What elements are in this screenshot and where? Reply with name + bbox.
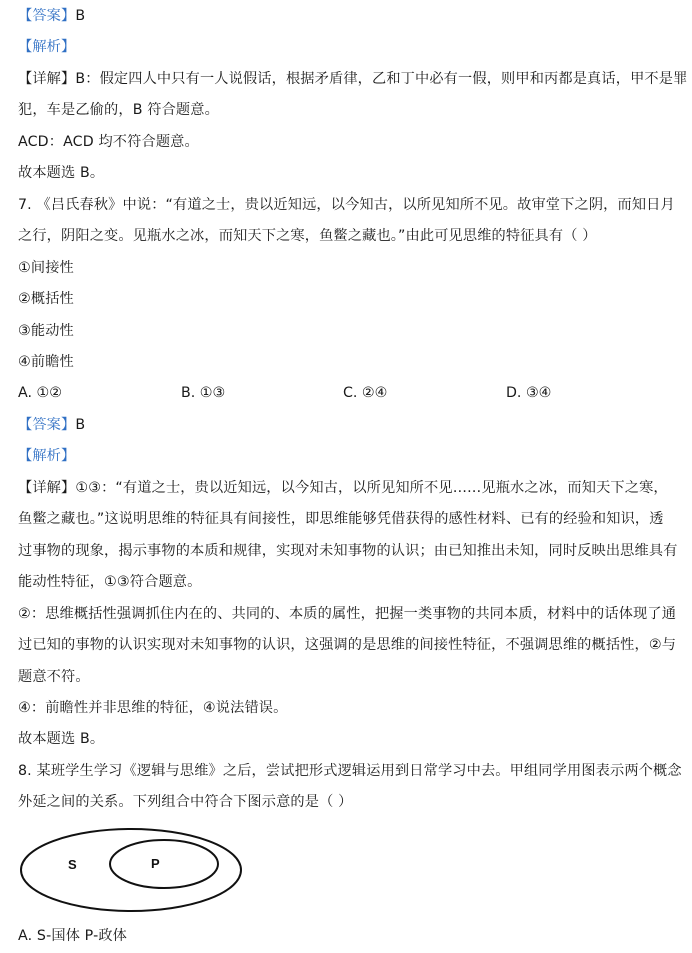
- q7-item-3: ③能动性: [18, 323, 74, 339]
- q7-detail-line4: 能动性特征，①③符合题意。: [18, 574, 202, 590]
- detail-text: B：假定四人中只有一人说假话，根据矛盾律，乙和丁中必有一假，则甲和丙都是真话，甲不是罪: [75, 71, 688, 87]
- q6-acd: ACD：ACD 均不符合题意。: [18, 134, 199, 150]
- q6-conclusion: 故本题选 B。: [18, 165, 105, 181]
- q6-detail-line2: 犯，车是乙偷的，B 符合题意。: [18, 102, 219, 118]
- q7-item-1: ①间接性: [18, 260, 74, 276]
- answer-value: B: [75, 8, 86, 24]
- venn-diagram: [18, 826, 248, 916]
- q7-option-d: D. ③④: [506, 385, 552, 401]
- q7-para2-line1: ②：思维概括性强调抓住内在的、共同的、本质的属性，把握一类事物的共同本质，材料中的话体现了通: [18, 606, 677, 622]
- q7-answer: [18, 415, 85, 435]
- answer-tag: 【答案】: [18, 417, 76, 433]
- q6-answer: [18, 6, 85, 26]
- q7-detail-line3: 过事物的现象，揭示事物的本质和规律，实现对未知事物的认识；由已知推出未知，同时反映出思维具有: [18, 543, 678, 559]
- q7-item-4: ④前瞻性: [18, 354, 74, 370]
- q6-analysis-tag: 【解析】: [18, 39, 76, 55]
- detail-tag: 【详解】: [18, 480, 76, 496]
- q7-para4: ④：前瞻性并非思维的特征，④说法错误。: [18, 700, 288, 716]
- q7-stem-line1: 7. 《吕氏春秋》中说：“有道之士，贵以近知远，以今知古，以所见知所不见。故审堂下之阴，而知日月: [18, 197, 675, 213]
- inner-ellipse-p: [110, 840, 218, 888]
- q7-option-c: C. ②④: [343, 385, 388, 401]
- outer-label-s: S: [68, 857, 77, 872]
- answer-value: B: [75, 417, 86, 433]
- q7-option-b: B. ①③: [181, 385, 226, 401]
- q8-stem-line2: 外延之间的关系。下列组合中符合下图示意的是（ ）: [18, 794, 353, 810]
- q7-analysis-tag: 【解析】: [18, 448, 76, 464]
- q7-item-2: ②概括性: [18, 291, 74, 307]
- q7-para2-line2: 过已知的事物的认识实现对未知事物的认识，这强调的是思维的间接性特征，不强调思维的概括性，②与: [18, 637, 677, 653]
- outer-ellipse-s: [21, 829, 241, 911]
- detail-tag: 【详解】: [18, 71, 76, 87]
- q7-detail-line2: 鱼鳖之藏也。”这说明思维的特征具有间接性，即思维能够凭借获得的感性材料、已有的经验和知识，透: [18, 511, 664, 527]
- q7-detail-line1: [18, 478, 668, 498]
- q8-stem-line1: 8. 某班学生学习《逻辑与思维》之后，尝试把形式逻辑运用到日常学习中去。甲组同学用图表示两个概念: [18, 763, 682, 779]
- q6-detail-line1: [18, 69, 687, 89]
- answer-tag: 【答案】: [18, 8, 76, 24]
- q8-option-a: A. S-国体 P-政体: [18, 928, 128, 944]
- q7-option-a: A. ①②: [18, 385, 62, 401]
- q7-stem-line2: 之行，阴阳之变。见瓶水之冰，而知天下之寒，鱼鳖之藏也。”由此可见思维的特征具有（ ）: [18, 228, 597, 244]
- detail-text: ①③：“有道之士，贵以近知远，以今知古，以所见知所不见……见瓶水之冰，而知天下之寒，: [75, 480, 668, 496]
- q7-para2-line3: 题意不符。: [18, 669, 90, 685]
- inner-label-p: P: [151, 856, 160, 871]
- q7-conclusion: 故本题选 B。: [18, 731, 105, 747]
